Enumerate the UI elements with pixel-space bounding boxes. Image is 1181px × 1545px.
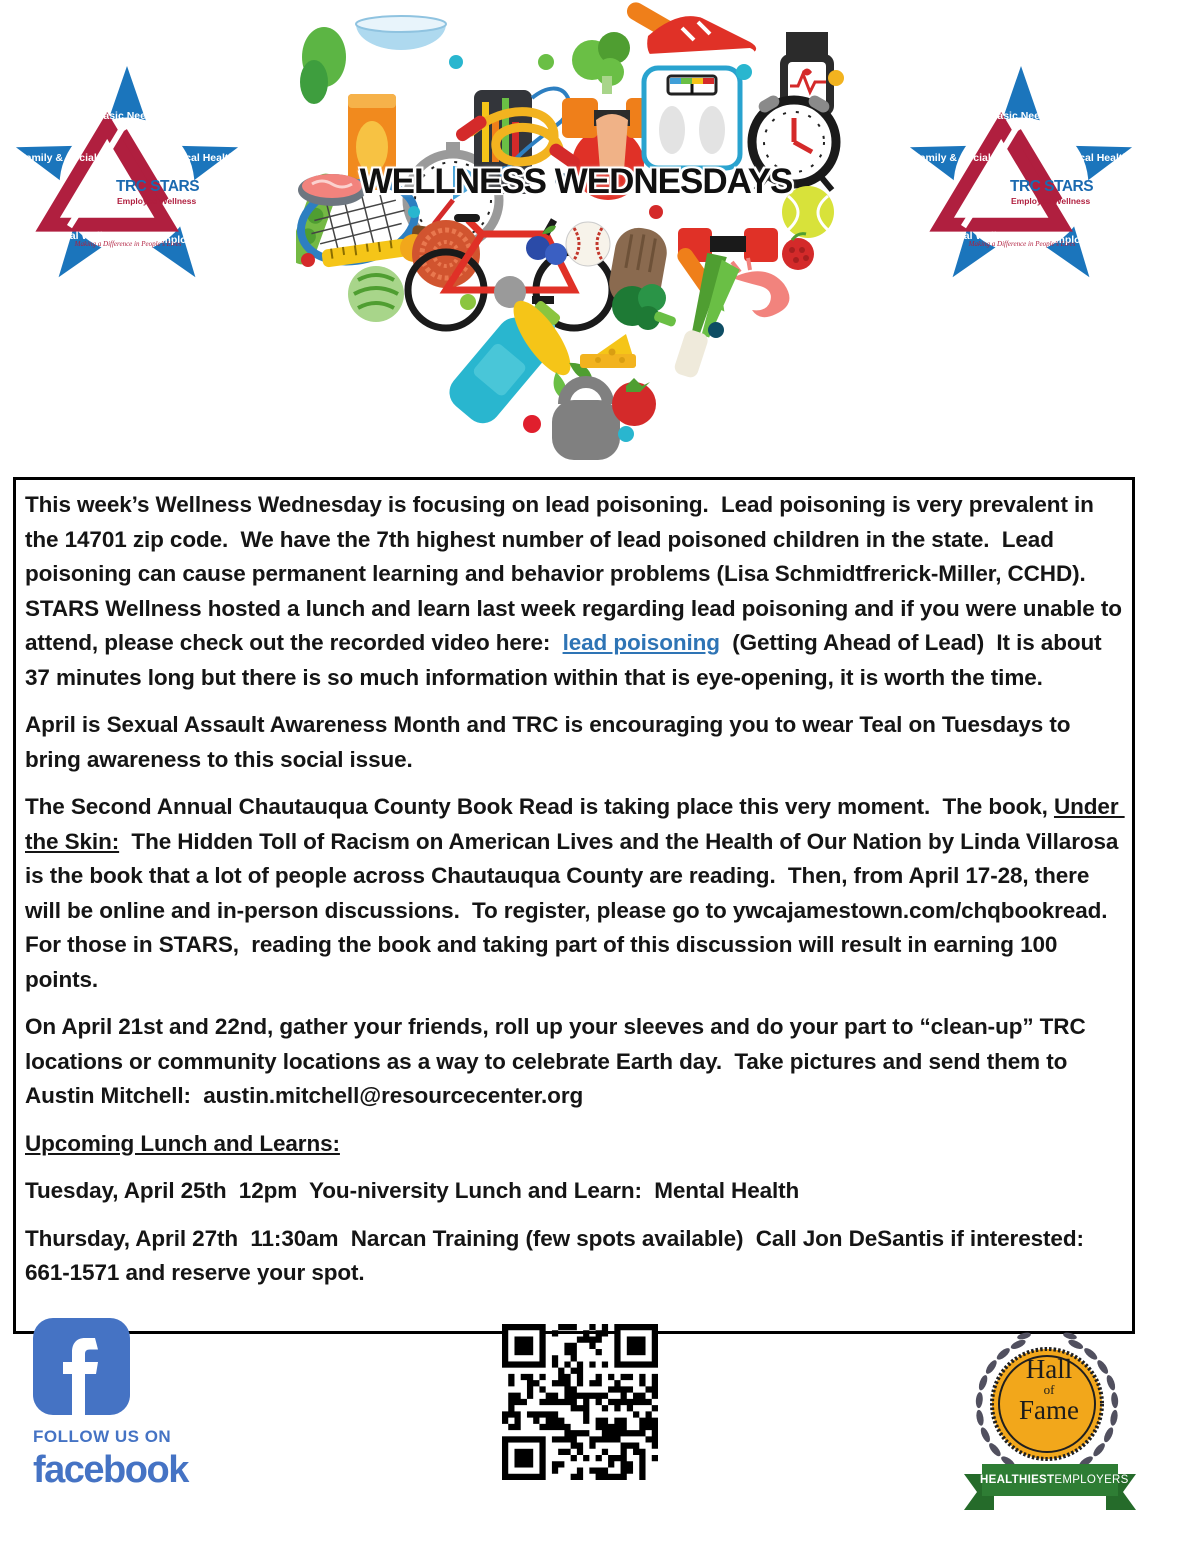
star-point-physical-health: Physical Health — [1051, 152, 1129, 164]
broccoli-icon — [572, 32, 630, 94]
dot-icon — [301, 253, 315, 267]
logo-tagline: Making a Difference in People’s Lives — [968, 240, 1076, 248]
body-text: (Getting Ahead of Lead) It is about 37 minutes long but there is so much information within that is eye-opening, it is worth the time. — [25, 630, 1108, 690]
star-point-basic-needs: Basic Needs — [989, 110, 1053, 122]
facebook-f-icon — [33, 1318, 130, 1415]
facebook-follow[interactable] — [33, 1318, 243, 1492]
tomato-icon — [612, 378, 656, 426]
paragraph-lead-poisoning — [25, 488, 1129, 695]
dot-icon — [523, 415, 541, 433]
raspberry-icon — [782, 234, 814, 270]
star-point-employment: Employment — [1048, 234, 1112, 246]
bathroom-scale-icon — [644, 68, 740, 168]
paragraph-book-read — [25, 790, 1123, 997]
dot-icon — [708, 322, 724, 338]
health-icons-heart — [296, 2, 856, 460]
rice-bowl-icon — [356, 16, 446, 50]
badge-line-hall: Hall — [1025, 1354, 1073, 1384]
badge-line-of: of — [1043, 1382, 1055, 1397]
paragraph-event-thursday: Thursday, April 27th 11:30am Narcan Training (few spots available) Call Jon DeSantis if interested: 661-1571 and reserve your spot. — [25, 1225, 1097, 1285]
newsletter-body — [13, 477, 1135, 1334]
star-point-family-social: Family & Social — [19, 152, 97, 164]
paragraph-earth-day: On April 21st and 22nd, gather your friends, roll up your sleeves and do your part to “clean-up” TRC locations or community locations as a way to celebrate Earth day. Take pictures and send them to Austin Mitchell: austin.mitchell@resourcecenter.org — [25, 1014, 1092, 1108]
hall-of-fame-text — [987, 1356, 1111, 1425]
logo-title: TRC STARS — [116, 178, 200, 195]
lead-poisoning-link[interactable]: lead poisoning — [562, 630, 720, 655]
star-point-physical-health: Physical Health — [157, 152, 235, 164]
shrimp-icon — [732, 258, 789, 317]
star-point-employment: Employment — [154, 234, 218, 246]
hall-of-fame-badge — [962, 1324, 1138, 1524]
badge-line-fame: Fame — [1019, 1395, 1079, 1425]
page-title: WELLNESS WEDNESDAYS — [359, 162, 793, 201]
dot-icon — [618, 426, 634, 442]
dot-icon — [408, 206, 420, 218]
heading-upcoming-lunch-and-learns: Upcoming Lunch and Learns: — [25, 1130, 340, 1156]
cheese-icon — [580, 334, 636, 368]
wellness-heart-collage — [296, 2, 856, 460]
ribbon-bold-text: HEALTHIEST — [980, 1474, 1055, 1486]
dot-icon — [649, 205, 663, 219]
logo-tagline: Making a Difference in People’s Lives — [74, 240, 182, 248]
paragraph-event-tuesday: Tuesday, April 25th 12pm You-niversity Lunch and Learn: Mental Health — [25, 1178, 800, 1203]
facebook-wordmark: facebook — [33, 1449, 188, 1491]
logo-subtitle: Employee Wellness — [117, 196, 197, 206]
healthiest-employers-label — [980, 1470, 1129, 1490]
body-text: This week’s Wellness Wednesday is focusing on lead poisoning. Lead poisoning is very prevalent in the 14701 zip code. We have the 7th highest number of lead poisoned children in the state. Lead poisoning can cause permanent learning and behavior problems (Lisa Schmidtfrerick-Miller, CCHD). STARS Wellness hosted a lunch and learn last week regarding lead poisoning and if you were unable to attend, please check out the recorded video here: — [25, 492, 1129, 655]
logo-title: TRC STARS — [1010, 178, 1094, 195]
leek-icon — [669, 251, 742, 382]
dot-icon — [460, 294, 476, 310]
ribbon-regular-text: EMPLOYERS — [1054, 1474, 1129, 1486]
star-point-basic-needs: Basic Needs — [95, 110, 159, 122]
trc-stars-logo-left — [8, 62, 246, 300]
leafy-greens-icon — [300, 27, 346, 104]
follow-us-on-label: FOLLOW US ON — [33, 1427, 172, 1446]
body-text: The Second Annual Chautauqua County Book Read is taking place this very moment. The book, — [25, 794, 1054, 819]
dot-icon — [538, 54, 554, 70]
qr-code — [502, 1324, 658, 1480]
dot-icon — [449, 55, 463, 69]
logo-subtitle: Employee Wellness — [1011, 196, 1091, 206]
dot-icon — [736, 64, 752, 80]
paragraph-sexual-assault-awareness: April is Sexual Assault Awareness Month and TRC is encouraging you to wear Teal on Tuesdays to bring awareness to this social issue. — [25, 712, 1077, 772]
broccoli2-icon — [612, 284, 677, 330]
star-point-mental-wellness: Mental Wellness — [939, 230, 1021, 242]
trc-stars-logo-right — [902, 62, 1140, 300]
star-point-family-social: Family & Social — [913, 152, 991, 164]
artichoke-icon — [348, 266, 404, 322]
dot-icon — [828, 70, 844, 86]
body-text: The Hidden Toll of Racism on American Lives and the Health of Our Nation by Linda Villarosa is the book that a lot of people across Chautauqua County are reading. Then, from April 17-28, there will be online and in-person discussions. To register, please go to ywcajamestown.com/chqbookread. For those in STARS, reading the book and taking part of this discussion will result in earning 100 points. — [25, 828, 1125, 992]
kettlebell-icon — [552, 382, 620, 460]
baseball-icon — [566, 222, 610, 266]
star-point-mental-wellness: Mental Wellness — [45, 230, 127, 242]
book-title: Under the Skin: — [25, 794, 1125, 854]
